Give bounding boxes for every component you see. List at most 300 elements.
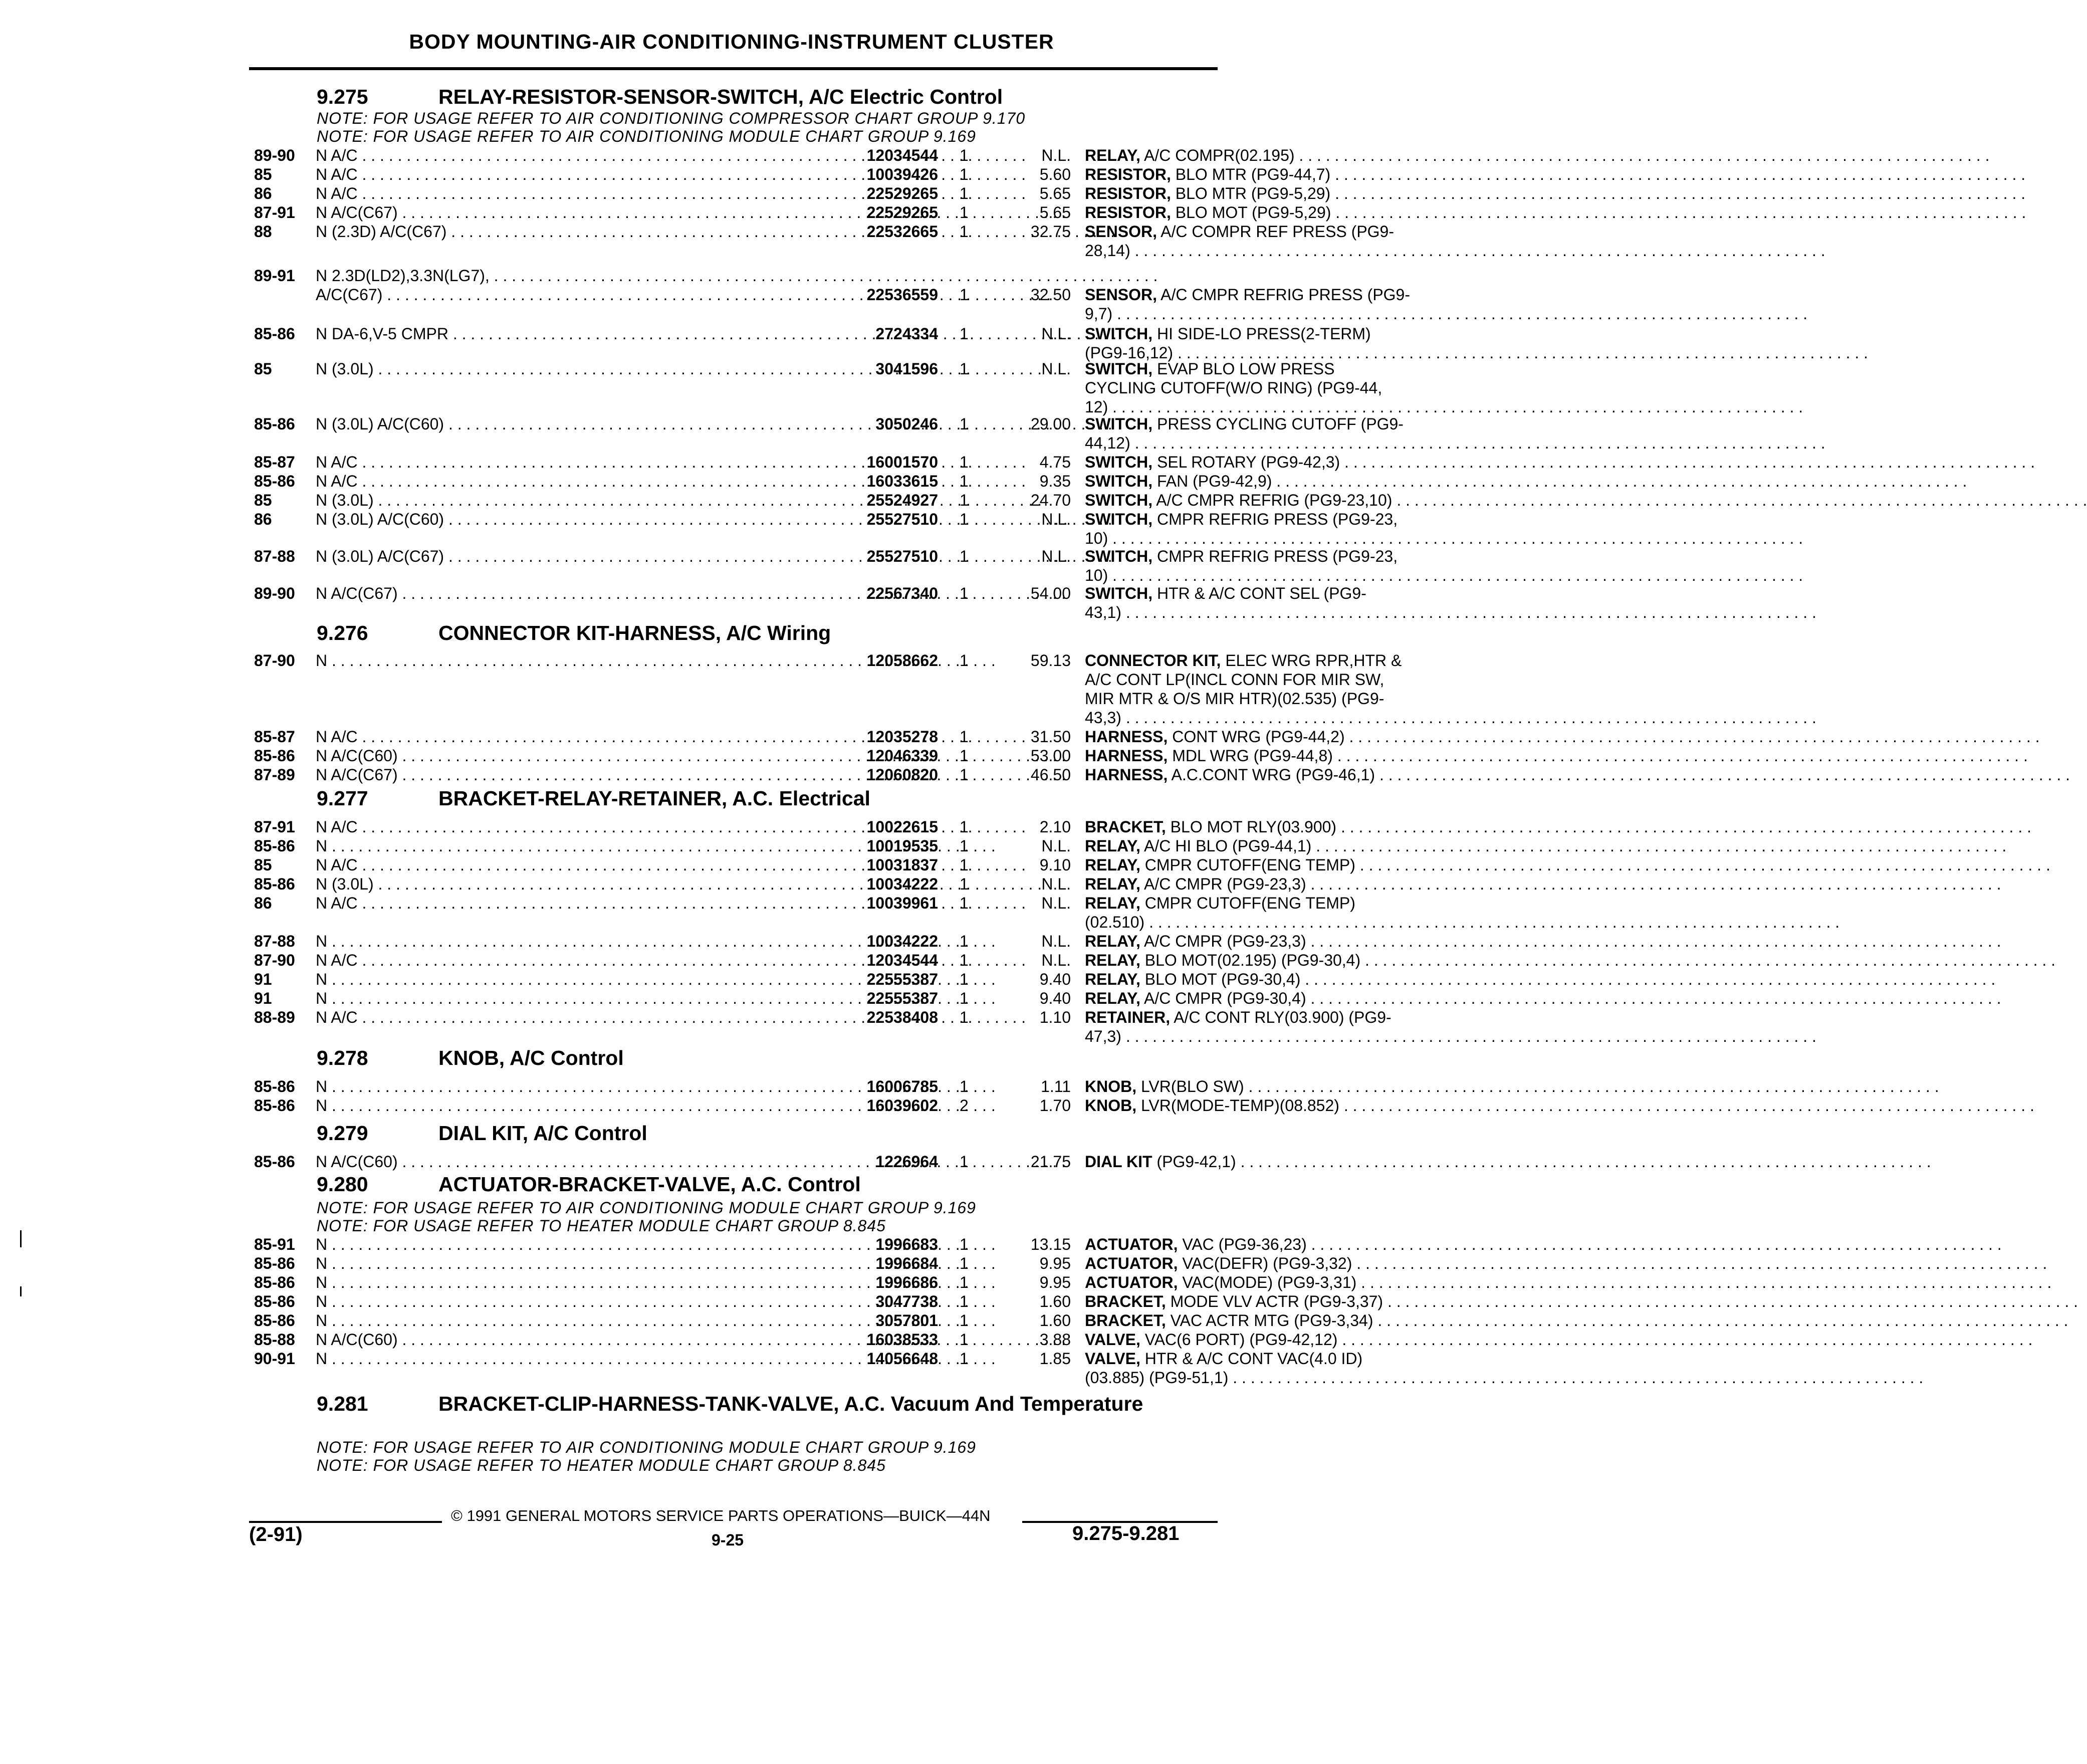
part-name-detail: A/C CMPR REFRIG (PG9-23,10) xyxy=(1152,491,1393,509)
footer-copyright: © 1991 GENERAL MOTORS SERVICE PARTS OPERATIONS—BUICK—44N xyxy=(451,1507,991,1524)
table-row xyxy=(254,491,1393,511)
part-number: 1996686 xyxy=(875,1273,938,1291)
part-name-keyword: SWITCH, xyxy=(1085,415,1153,433)
part-number: 10031837 xyxy=(866,856,938,874)
table-row xyxy=(254,453,1340,473)
section-title: ACTUATOR-BRACKET-VALVE, A.C. Control xyxy=(438,1173,861,1196)
part-name-keyword: BRACKET, xyxy=(1085,1292,1166,1310)
part-name-detail: A/C CONT LP(INCL CONN FOR MIR SW, xyxy=(1085,671,1384,689)
price: 32.75 xyxy=(1030,223,1071,241)
part-number: 16001570 xyxy=(866,453,938,471)
model-years: 85-86 xyxy=(254,875,295,893)
part-number: 1996684 xyxy=(875,1254,938,1272)
part-name-keyword: SWITCH, xyxy=(1085,584,1153,602)
table-row xyxy=(254,184,1331,204)
quantity: 1 xyxy=(960,286,969,304)
table-row xyxy=(254,1311,1373,1332)
usage-description: N A/C . . . xyxy=(316,472,832,491)
usage-description: N A/C(C67) . . . xyxy=(316,584,832,603)
part-name-detail: 43,3) xyxy=(1085,709,1121,727)
quantity: 1 xyxy=(960,360,969,378)
table-row xyxy=(254,709,1206,729)
usage-description: N . . . xyxy=(316,1311,832,1330)
part-name xyxy=(1085,1273,1456,1292)
part-name-keyword: SWITCH, xyxy=(1085,453,1153,471)
price: 53.00 xyxy=(1030,747,1071,765)
part-name xyxy=(1085,1077,1456,1096)
part-name xyxy=(1085,566,1456,585)
model-years: 85-88 xyxy=(254,1331,295,1349)
part-name-detail: VAC (PG9-36,23) xyxy=(1178,1235,1307,1253)
quantity: 1 xyxy=(960,1077,969,1095)
part-number: 16033615 xyxy=(866,472,938,490)
part-number: 10034222 xyxy=(866,875,938,893)
quantity: 1 xyxy=(960,223,969,241)
quantity: 2 xyxy=(960,1096,969,1115)
part-name-keyword: SWITCH, xyxy=(1085,491,1153,509)
part-name xyxy=(1085,584,1456,603)
part-number: 3047738 xyxy=(875,1292,938,1310)
part-name xyxy=(1085,325,1456,343)
quantity: 1 xyxy=(960,1331,969,1349)
usage-description: N (3.0L) . . . xyxy=(316,360,832,378)
part-name xyxy=(1085,989,1456,1008)
table-row xyxy=(254,267,1206,287)
part-name-keyword: ACTUATOR, xyxy=(1085,1254,1178,1272)
model-years: 86 xyxy=(254,184,272,202)
part-name-detail: LVR(BLO SW) xyxy=(1136,1077,1244,1095)
part-name-detail: BLO MOT(02.195) (PG9-30,4) xyxy=(1140,951,1361,969)
part-name xyxy=(1085,1369,1456,1387)
part-name-detail: SEL ROTARY (PG9-42,3) xyxy=(1152,453,1340,471)
page-header-title: BODY MOUNTING-AIR CONDITIONING-INSTRUMENT CLUSTER xyxy=(409,30,1054,53)
price: N.L. xyxy=(1041,146,1071,164)
quantity: 1 xyxy=(960,728,969,746)
quantity: 1 xyxy=(960,415,969,433)
margin-mark xyxy=(20,1230,22,1247)
part-name-keyword: SWITCH, xyxy=(1085,510,1153,528)
quantity: 1 xyxy=(960,184,969,202)
usage-description: N . . . xyxy=(316,932,832,951)
table-row xyxy=(254,242,1206,262)
model-years: 87-91 xyxy=(254,818,295,836)
part-name xyxy=(1085,1350,1456,1368)
part-name xyxy=(1085,146,1456,165)
quantity: 1 xyxy=(960,1273,969,1291)
part-name xyxy=(1085,875,1456,894)
part-name-detail: BLO MOT RLY(03.900) xyxy=(1166,818,1337,836)
table-row xyxy=(254,856,1355,876)
quantity: 1 xyxy=(960,165,969,183)
quantity: 1 xyxy=(960,203,969,222)
table-row xyxy=(254,1008,1392,1028)
usage-description: N A/C . . . xyxy=(316,728,832,746)
price: 29.00 xyxy=(1030,415,1071,433)
part-name xyxy=(1085,305,1456,323)
table-row xyxy=(254,603,1206,623)
part-name-detail: CMPR REFRIG PRESS (PG9-23, xyxy=(1152,547,1398,565)
table-row xyxy=(254,1254,1352,1274)
table-row xyxy=(254,1369,1229,1389)
part-name-detail: A/C CMPR (PG9-23,3) xyxy=(1140,875,1306,893)
part-name-detail: 43,1) xyxy=(1085,603,1121,621)
part-name xyxy=(1085,932,1456,951)
part-name-detail: CMPR CUTOFF(ENG TEMP) xyxy=(1140,856,1355,874)
part-name xyxy=(1085,747,1456,765)
table-row xyxy=(254,547,1398,567)
table-row xyxy=(254,146,1295,166)
part-name-keyword: DIAL KIT xyxy=(1085,1153,1152,1171)
model-years: 87-90 xyxy=(254,651,295,670)
part-name xyxy=(1085,398,1456,416)
usage-description: N A/C . . . xyxy=(316,184,832,203)
model-years: 85 xyxy=(254,491,272,509)
model-years: 85-87 xyxy=(254,453,295,471)
part-name xyxy=(1085,690,1456,708)
usage-note: NOTE: FOR USAGE REFER TO HEATER MODULE CHART GROUP 8.845 xyxy=(317,1217,886,1235)
part-name-keyword: SENSOR, xyxy=(1085,286,1157,304)
part-name-keyword: BRACKET, xyxy=(1085,818,1166,836)
part-name-detail: A.C.CONT WRG (PG9-46,1) xyxy=(1168,766,1375,784)
part-number: 16038533 xyxy=(866,1331,938,1349)
usage-description: N . . . xyxy=(316,1077,832,1096)
model-years: 85-86 xyxy=(254,1254,295,1272)
model-years: 85 xyxy=(254,856,272,874)
model-years: 85-86 xyxy=(254,325,295,343)
part-name-keyword: RELAY, xyxy=(1085,894,1140,912)
quantity: 1 xyxy=(960,875,969,893)
part-number: 2724334 xyxy=(875,325,938,343)
part-name-keyword: RESISTOR, xyxy=(1085,203,1171,222)
price: N.L. xyxy=(1041,875,1071,893)
usage-description: N A/C(C60) . . . xyxy=(316,1153,832,1171)
section-number: 9.281 xyxy=(317,1392,368,1415)
part-name-detail: BLO MTR (PG9-44,7) xyxy=(1171,165,1331,183)
model-years: 89-91 xyxy=(254,267,295,285)
table-row xyxy=(254,286,1410,306)
section-title: DIAL KIT, A/C Control xyxy=(438,1122,647,1145)
part-name-detail: 9,7) xyxy=(1085,305,1113,323)
model-years: 91 xyxy=(254,970,272,988)
footer-date: (2-91) xyxy=(249,1523,303,1546)
quantity: 1 xyxy=(960,584,969,602)
part-name-detail: 44,12) xyxy=(1085,434,1130,452)
usage-note: NOTE: FOR USAGE REFER TO AIR CONDITIONING MODULE CHART GROUP 9.169 xyxy=(317,1438,976,1456)
part-name xyxy=(1085,1292,1456,1311)
part-number: 25524927 xyxy=(866,491,938,509)
table-row xyxy=(254,818,1337,838)
part-name xyxy=(1085,894,1456,913)
part-name-detail: VAC(DEFR) (PG9-3,32) xyxy=(1178,1254,1352,1272)
table-row xyxy=(254,379,1382,399)
part-name xyxy=(1085,818,1456,836)
price: 24.70 xyxy=(1030,491,1071,509)
model-years: 90-91 xyxy=(254,1350,295,1368)
price: 4.75 xyxy=(1039,453,1071,471)
part-name-keyword: RELAY, xyxy=(1085,146,1140,164)
usage-description: N A/C(C67) . . . xyxy=(316,766,832,784)
part-name xyxy=(1085,472,1456,491)
price: 1.60 xyxy=(1039,1311,1071,1330)
part-number: 12046339 xyxy=(866,747,938,765)
model-years: 87-91 xyxy=(254,203,295,222)
part-name xyxy=(1085,651,1456,670)
usage-description: N A/C . . . xyxy=(316,453,832,472)
part-number: 12060820 xyxy=(866,766,938,784)
table-row xyxy=(254,510,1398,530)
model-years: 85-86 xyxy=(254,1273,295,1291)
part-number: 12035278 xyxy=(866,728,938,746)
part-name xyxy=(1085,360,1456,378)
price: N.L. xyxy=(1041,894,1071,912)
part-name-detail: (02.510) xyxy=(1085,913,1145,931)
part-name-detail: MDL WRG (PG9-44,8) xyxy=(1168,747,1333,765)
table-row xyxy=(254,1027,1206,1047)
part-number: 25527510 xyxy=(866,510,938,528)
part-name xyxy=(1085,728,1456,746)
part-name-detail: 47,3) xyxy=(1085,1027,1121,1045)
table-row xyxy=(254,690,1384,710)
part-name xyxy=(1085,434,1456,453)
part-name xyxy=(1085,671,1456,689)
part-name-detail: A/C CMPR (PG9-30,4) xyxy=(1140,989,1306,1007)
model-years: 89-90 xyxy=(254,146,295,164)
usage-description: N A/C(C60) . . . xyxy=(316,1331,832,1349)
table-row xyxy=(254,415,1404,435)
part-name xyxy=(1085,165,1456,184)
model-years: 85-86 xyxy=(254,1096,295,1115)
part-name-keyword: ACTUATOR, xyxy=(1085,1235,1178,1253)
part-name-detail: A/C HI BLO (PG9-44,1) xyxy=(1140,837,1312,855)
part-number: 10022615 xyxy=(866,818,938,836)
part-name-detail: (03.885) (PG9-51,1) xyxy=(1085,1369,1229,1387)
part-name xyxy=(1085,709,1456,727)
part-name-keyword: CONNECTOR KIT, xyxy=(1085,651,1221,670)
part-name-detail: BLO MOT (PG9-5,29) xyxy=(1171,203,1331,222)
table-row xyxy=(254,434,1206,454)
part-number: 10019535 xyxy=(866,837,938,855)
part-name-detail: FAN (PG9-42,9) xyxy=(1152,472,1272,490)
model-years: 85-86 xyxy=(254,1153,295,1171)
quantity: 1 xyxy=(960,1292,969,1310)
model-years: 85-86 xyxy=(254,1077,295,1095)
table-row xyxy=(254,584,1366,604)
usage-description: N A/C . . . xyxy=(316,951,832,970)
table-row xyxy=(254,529,1206,549)
price: 2.10 xyxy=(1039,818,1071,836)
usage-description: N (3.0L) . . . xyxy=(316,491,832,510)
margin-mark xyxy=(20,1286,22,1296)
part-name xyxy=(1085,286,1456,304)
table-row xyxy=(254,651,1402,672)
price: 21.75 xyxy=(1030,1153,1071,1171)
price: 5.65 xyxy=(1039,203,1071,222)
model-years: 85-86 xyxy=(254,1311,295,1330)
quantity: 1 xyxy=(960,651,969,670)
price: 32.50 xyxy=(1030,286,1071,304)
part-name xyxy=(1085,453,1456,472)
part-name-keyword: RELAY, xyxy=(1085,837,1140,855)
part-name-detail: (PG9-42,1) xyxy=(1152,1153,1236,1171)
table-row xyxy=(254,1096,1339,1117)
part-number: 22532665 xyxy=(866,223,938,241)
part-name-detail: CMPR CUTOFF(ENG TEMP) xyxy=(1140,894,1355,912)
model-years: 85-91 xyxy=(254,1235,295,1253)
section-number: 9.278 xyxy=(317,1046,368,1069)
model-years: 85-86 xyxy=(254,747,295,765)
usage-description: N . . . xyxy=(316,970,832,989)
quantity: 1 xyxy=(960,818,969,836)
part-name-detail: MIR MTR & O/S MIR HTR)(02.535) (PG9- xyxy=(1085,690,1384,708)
part-number: 10039961 xyxy=(866,894,938,912)
table-row xyxy=(254,472,1272,492)
table-row xyxy=(254,894,1355,914)
table-row xyxy=(254,325,1371,345)
quantity: 1 xyxy=(960,1008,969,1026)
part-number: 10039426 xyxy=(866,165,938,183)
usage-description: N (3.0L) A/C(C67) . . . xyxy=(316,547,832,566)
usage-note: NOTE: FOR USAGE REFER TO HEATER MODULE CHART GROUP 8.845 xyxy=(317,1456,886,1474)
price: 9.10 xyxy=(1039,856,1071,874)
part-name-keyword: RETAINER, xyxy=(1085,1008,1171,1026)
part-number: 1226964 xyxy=(875,1153,938,1171)
part-number: 12058662 xyxy=(866,651,938,670)
part-number: 16039602 xyxy=(866,1096,938,1115)
usage-description: N (3.0L) A/C(C60) . . . xyxy=(316,510,832,529)
model-years: 87-89 xyxy=(254,766,295,784)
part-name-detail: BLO MTR (PG9-5,29) xyxy=(1171,184,1331,202)
table-row xyxy=(254,223,1394,243)
part-name xyxy=(1085,1254,1456,1273)
table-row xyxy=(254,747,1333,767)
part-name-detail: VAC(6 PORT) (PG9-42,12) xyxy=(1140,1331,1338,1349)
price: N.L. xyxy=(1041,325,1071,343)
quantity: 1 xyxy=(960,1311,969,1330)
usage-description: N A/C . . . xyxy=(316,894,832,913)
part-name-detail: VAC ACTR MTG (PG9-3,34) xyxy=(1166,1311,1373,1330)
part-name-keyword: SWITCH, xyxy=(1085,360,1153,378)
part-name-detail: CONT WRG (PG9-44,2) xyxy=(1168,728,1345,746)
part-name-detail: A/C COMPR(02.195) xyxy=(1140,146,1295,164)
table-row xyxy=(254,728,1345,748)
table-row xyxy=(254,1331,1338,1351)
section-title: BRACKET-CLIP-HARNESS-TANK-VALVE, A.C. Vacuum And Temperature xyxy=(438,1392,1143,1415)
section-number: 9.277 xyxy=(317,787,368,810)
part-name xyxy=(1085,379,1456,397)
part-name-keyword: RELAY, xyxy=(1085,875,1140,893)
model-years: 85 xyxy=(254,360,272,378)
usage-description: N (3.0L) . . . xyxy=(316,875,832,894)
footer-page-number: 9-25 xyxy=(712,1531,744,1549)
footer-rule-left xyxy=(249,1521,442,1523)
section-number: 9.279 xyxy=(317,1122,368,1145)
model-years: 85-86 xyxy=(254,472,295,490)
price: 1.85 xyxy=(1039,1350,1071,1368)
usage-description: N A/C(C60) . . . xyxy=(316,747,832,765)
usage-description: N . . . xyxy=(316,1235,832,1254)
part-name xyxy=(1085,856,1456,874)
part-name-keyword: RELAY, xyxy=(1085,989,1140,1007)
table-row xyxy=(254,837,1312,857)
part-name xyxy=(1085,1235,1456,1254)
part-name-detail: A/C CONT RLY(03.900) (PG9- xyxy=(1170,1008,1392,1026)
part-name-detail: PRESS CYCLING CUTOFF (PG9- xyxy=(1152,415,1404,433)
part-name xyxy=(1085,1153,1456,1171)
part-name-detail: BLO MOT (PG9-30,4) xyxy=(1140,970,1301,988)
usage-description: N . . . xyxy=(316,837,832,855)
part-name-detail: CMPR REFRIG PRESS (PG9-23, xyxy=(1152,510,1398,528)
part-number: 3050246 xyxy=(875,415,938,433)
usage-description: N (2.3D) A/C(C67) . . . xyxy=(316,223,832,241)
table-row xyxy=(254,932,1306,952)
part-name xyxy=(1085,1027,1456,1046)
part-name-keyword: BRACKET, xyxy=(1085,1311,1166,1330)
quantity: 1 xyxy=(960,1153,969,1171)
part-name-keyword: RELAY, xyxy=(1085,970,1140,988)
part-name-detail: EVAP BLO LOW PRESS xyxy=(1152,360,1335,378)
part-name xyxy=(1085,837,1456,855)
price: 13.15 xyxy=(1030,1235,1071,1253)
quantity: 1 xyxy=(960,932,969,950)
part-name-detail: A/C CMPR REFRIG PRESS (PG9- xyxy=(1157,286,1410,304)
price: 9.40 xyxy=(1039,989,1071,1007)
table-row xyxy=(254,970,1301,990)
price: 31.50 xyxy=(1030,728,1071,746)
model-years: 85-86 xyxy=(254,1292,295,1310)
model-years: 85 xyxy=(254,165,272,183)
price: N.L. xyxy=(1041,510,1071,528)
usage-description: N . . . xyxy=(316,1292,832,1311)
price: 59.13 xyxy=(1030,651,1071,670)
part-name xyxy=(1085,547,1456,566)
model-years: 85-86 xyxy=(254,837,295,855)
part-name xyxy=(1085,1096,1456,1115)
model-years: 86 xyxy=(254,894,272,912)
model-years: 89-90 xyxy=(254,584,295,602)
price: 54.00 xyxy=(1030,584,1071,602)
section-title: CONNECTOR KIT-HARNESS, A/C Wiring xyxy=(438,621,831,644)
part-number: 22529265 xyxy=(866,184,938,202)
part-name-detail: LVR(MODE-TEMP)(08.852) xyxy=(1136,1096,1339,1115)
model-years: 87-88 xyxy=(254,547,295,565)
part-name-detail: MODE VLV ACTR (PG9-3,37) xyxy=(1166,1292,1383,1310)
usage-description: N . . . xyxy=(316,1254,832,1273)
table-row xyxy=(254,305,1206,325)
part-number: 3057801 xyxy=(875,1311,938,1330)
footer-group-range: 9.275-9.281 xyxy=(1072,1522,1180,1545)
part-name xyxy=(1085,510,1456,529)
quantity: 1 xyxy=(960,856,969,874)
table-row xyxy=(254,1273,1357,1293)
model-years: 87-88 xyxy=(254,932,295,950)
part-name-detail: CYCLING CUTOFF(W/O RING) (PG9-44, xyxy=(1085,379,1382,397)
table-row xyxy=(254,1350,1363,1370)
usage-note: NOTE: FOR USAGE REFER TO AIR CONDITIONING MODULE CHART GROUP 9.169 xyxy=(317,1199,976,1217)
part-number: 12034544 xyxy=(866,146,938,164)
part-number: 22529265 xyxy=(866,203,938,222)
section-title: RELAY-RESISTOR-SENSOR-SWITCH, A/C Electric Control xyxy=(438,85,1003,108)
model-years: 87-90 xyxy=(254,951,295,969)
quantity: 1 xyxy=(960,1254,969,1272)
part-name-detail: HI SIDE-LO PRESS(2-TERM) xyxy=(1152,325,1371,343)
part-number: 10034222 xyxy=(866,932,938,950)
section-number: 9.280 xyxy=(317,1173,368,1196)
usage-description: N A/C . . . xyxy=(316,856,832,874)
part-name-keyword: VALVE, xyxy=(1085,1331,1140,1349)
part-name xyxy=(1085,491,1456,510)
price: 1.70 xyxy=(1039,1096,1071,1115)
usage-description: N . . . xyxy=(316,1273,832,1292)
